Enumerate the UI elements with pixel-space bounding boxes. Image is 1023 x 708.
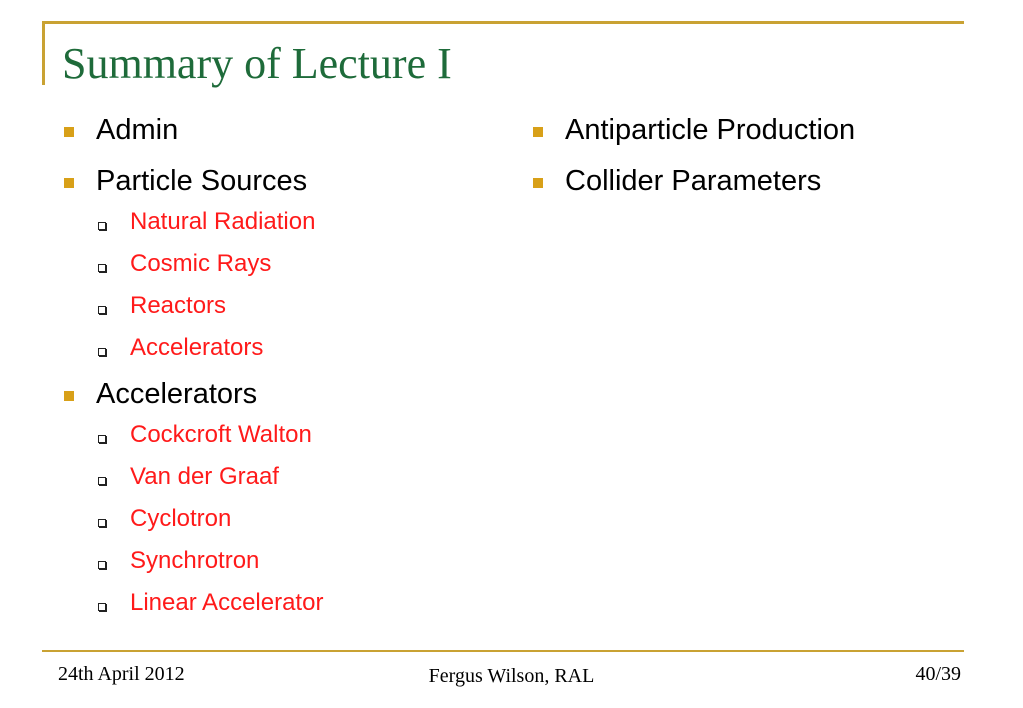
subitem [62,248,482,280]
bullet-item-admin [62,110,482,150]
bottom-rule [42,650,964,652]
bullet-item-accelerators [62,374,482,414]
subitem-label: Natural Radiation [130,208,316,235]
subitem-label: Linear Accelerator [130,589,324,616]
hollow-square-bullet-icon [98,561,106,569]
footer-author: Fergus Wilson, RAL [428,665,595,687]
filled-square-bullet-icon [533,178,543,188]
bullet-item-antiparticle-production [531,110,971,150]
slide-title: Summary of Lecture I [62,39,452,88]
subitem [62,503,482,535]
subitem-label: Reactors [130,292,227,319]
hollow-square-bullet-icon [98,306,106,314]
hollow-square-bullet-icon [98,264,106,272]
bullet-item-collider-parameters [531,161,971,201]
sublist-particle-sources [62,206,482,364]
hollow-square-bullet-icon [98,435,106,443]
sublist-accelerators [62,419,482,619]
subitem [62,587,482,619]
hollow-square-bullet-icon [98,603,106,611]
bullet-label: Admin [96,114,179,146]
left-bullet-column [62,110,482,629]
subitem [62,206,482,238]
bullet-label: Accelerators [96,378,258,410]
subitem-label: Cyclotron [130,505,232,532]
hollow-square-bullet-icon [98,519,106,527]
subitem-label: Van der Graaf [130,463,279,490]
footer-page-number: 40/39 [915,663,961,685]
subitem-label: Accelerators [130,334,264,361]
filled-square-bullet-icon [64,178,74,188]
bullet-label: Collider Parameters [565,165,822,197]
filled-square-bullet-icon [64,391,74,401]
subitem-label: Cockcroft Walton [130,421,312,448]
subitem-label: Cosmic Rays [130,250,272,277]
subitem [62,419,482,451]
hollow-square-bullet-icon [98,477,106,485]
filled-square-bullet-icon [64,127,74,137]
subitem-label: Synchrotron [130,547,260,574]
hollow-square-bullet-icon [98,222,106,230]
subitem [62,332,482,364]
bullet-item-particle-sources [62,161,482,201]
filled-square-bullet-icon [533,127,543,137]
sublist-wrapper [62,206,482,364]
subitem [62,545,482,577]
bullet-label: Antiparticle Production [565,114,856,146]
footer-date: 24th April 2012 [58,663,185,685]
subitem [62,290,482,322]
left-accent-rule [42,21,45,85]
subitem [62,461,482,493]
bullet-label: Particle Sources [96,165,308,197]
top-rule [42,21,964,24]
sublist-wrapper [62,419,482,619]
right-bullet-column [531,110,971,212]
hollow-square-bullet-icon [98,348,106,356]
